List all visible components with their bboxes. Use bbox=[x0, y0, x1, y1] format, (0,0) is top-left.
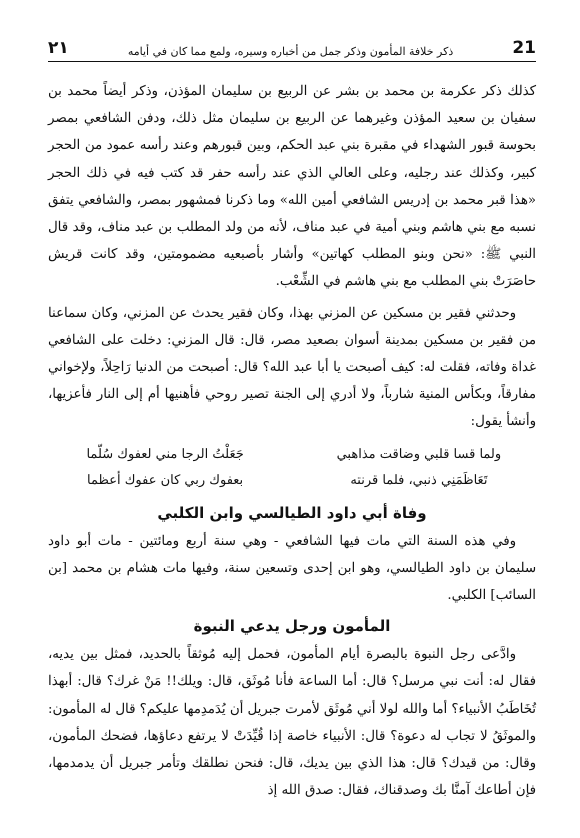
section-heading: وفاة أبي داود الطيالسي وابن الكلبي bbox=[157, 503, 427, 522]
poem-verse bbox=[48, 468, 536, 494]
paragraph-burial: كذلك ذكر عكرمة بن محمد بن بشر عن الربيع بن سليمان المؤذن، وذكر أيضاً محمد بن سفيان بن سعيد المؤذن وغيرهما عن الربيع بن سليمان مثل ذلك، ودفن الشافعي بمصر بحوسة قبور الشهداء في مقبرة بني عبد الحكم، وبين قبورهم وعند رأسه عمود من الحجر كبير، وكذلك عند رجليه، وعلى العالي الذي عند رأسه حفر قد كتب فيه في ذلك الحجر «هذا قبر محمد بن إدريس الشافعي أمين الله» وما ذكرنا فمشهور بمصر، والشافعي يتفق نسبه مع بني هاشم وبني أمية في عبد مناف، لأنه من ولد المطلب بن عبد مناف، وقد قال النبي ﷺ: «نحن وبنو المطلب كهاتين» وأشار بأصبعيه مضمومتين، وقد كانت قريش حاصَرَتْ بني المطلب مع بني هاشم في الشِّعْب. bbox=[48, 84, 536, 290]
page-number-arabic: ٢١ bbox=[48, 38, 69, 58]
running-title: ذكر خلافة المأمون وذكر جمل من أخباره وسيره، ولمع مما كان في أيامه bbox=[127, 45, 454, 58]
running-header bbox=[48, 34, 536, 62]
poem bbox=[48, 442, 536, 494]
paragraph-deaths: وفي هذه السنة التي مات فيها الشافعي - وهي سنة أربع ومائتين - مات أبو داود سليمان بن داود الطيالسي، وهو ابن إحدى وتسعين سنة، وفيها مات هشام بن محمد [بن السائب] الكلبي. bbox=[48, 533, 536, 604]
paragraph-last-words: وحدثني فقير بن مسكين عن المزني بهذا، وكان فقير يحدث عن المزني، وكان سماعنا من فقير بن مسكين بمدينة أسوان بصعيد مصر، قال: قال المزني: دخلت على الشافعي غداة وفاته، فقلت له: كيف أصبحت يا أبا عبد الله؟ قال: أصبحت من الدنيا رَاحِلاً، ولإخواني مفارقاً، وبكأس المنية شارباً، ولا أدري إلى الجنة تصير روحي فأهنيها أم إلى النار فأعزيها، وأنشأ يقول: bbox=[48, 305, 536, 430]
verse-second-hemistich: جَعَلْتُ الرجا مني لعفوك سُلّما bbox=[86, 446, 244, 462]
verse-first-hemistich: ولما قسا قلبي وضاقت مذاهبي bbox=[336, 446, 502, 462]
page-number: 21 bbox=[512, 38, 536, 58]
poem-verse bbox=[48, 442, 536, 468]
verse-first-hemistich: تَعَاظَمَنِي ذنبي، فلما قرنته bbox=[350, 472, 488, 488]
verse-second-hemistich: بعفوك ربي كان عفوك أعظما bbox=[87, 472, 244, 488]
paragraph-false-prophet: وادَّعى رجل النبوة بالبصرة أيام المأمون، فحمل إليه مُوثقاً بالحديد، فمثل بين يديه، فقال له: أنت نبي مرسل؟ قال: أما الساعة فأنا مُوثَق، قال: ويلك!! مَنْ غرك؟ قال: أبهذا تُخَاطَبُ الأنبياء؟ أما والله لولا أني مُوثَق لأمرت جبريل أن يُدَمدِمها عليكم؟ قال له المأمون: والموثَقُ لا تجاب له دعوة؟ قال: الأنبياء خاصة إذا قُيِّدَتْ لا يرتفع دعاؤها، فضحك المأمون، وقال: من قيدك؟ قال: هذا الذي بين يديك، قال: فنحن نطلقك وتأمر جبريل أن يدمدمها، فإن أطاعك آمنَّا بك وصدقناك، فقال: صدق الله إذ bbox=[48, 647, 536, 799]
page-body bbox=[48, 78, 536, 808]
section-heading: المأمون ورجل يدعي النبوة bbox=[193, 617, 391, 636]
